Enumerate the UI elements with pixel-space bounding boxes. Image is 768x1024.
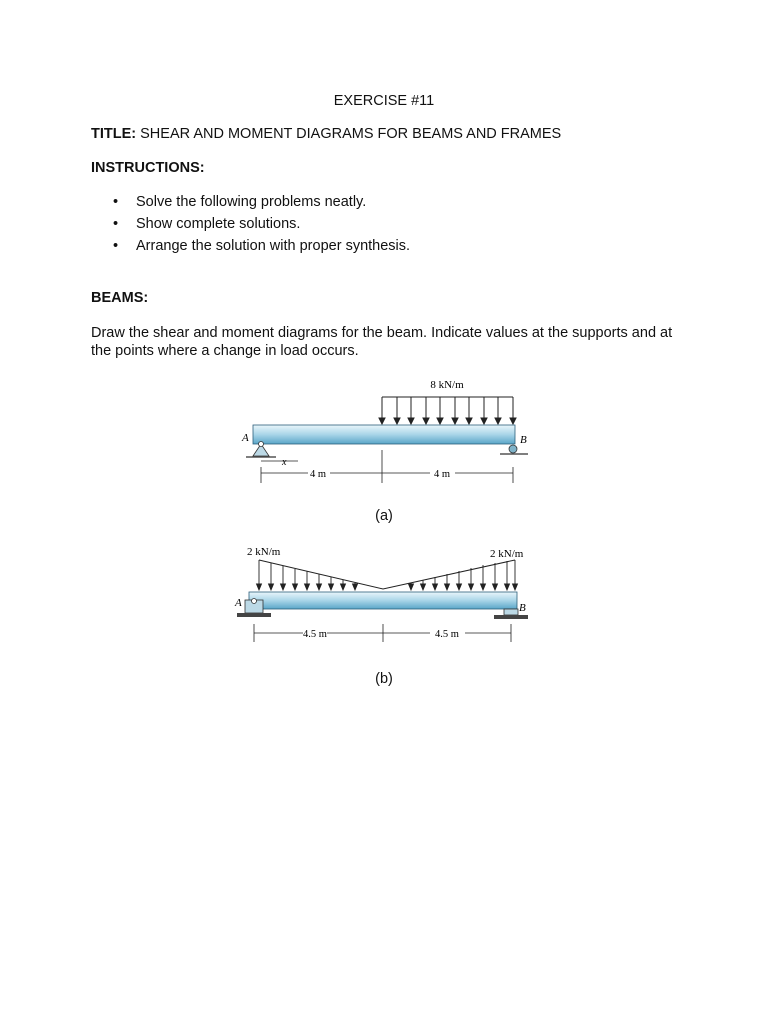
beam-b: [249, 592, 517, 609]
instructions-heading: INSTRUCTIONS:: [91, 160, 205, 176]
figure-b-caption: (b): [375, 671, 393, 687]
triangular-load-arrows: [257, 560, 518, 590]
instruction-item: • Show complete solutions.: [110, 216, 410, 238]
dimension-right-label-b: 4.5 m: [435, 629, 459, 640]
figure-a-beam-diagram: [230, 375, 540, 485]
support-b-label: B: [520, 434, 527, 446]
figure-a-caption: (a): [375, 508, 393, 524]
load-right-label: 2 kN/m: [490, 548, 524, 560]
dimension-left-label-b: 4.5 m: [303, 629, 327, 640]
x-label: x: [282, 457, 287, 468]
exercise-title: EXERCISE #11: [333, 93, 435, 109]
instruction-item: • Arrange the solution with proper synthesis.: [110, 238, 410, 260]
instruction-item: • Solve the following problems neatly.: [110, 194, 410, 216]
title-text: SHEAR AND MOMENT DIAGRAMS FOR BEAMS AND FRAMES: [136, 126, 562, 142]
load-arrows: [379, 397, 516, 424]
figure-b-beam-diagram: [225, 540, 545, 655]
roller-support-b: [500, 445, 528, 454]
beams-instruction-paragraph: Draw the shear and moment diagrams for the beam. Indicate values at the supports and at the points where a change in load occurs.: [91, 325, 673, 359]
dimension-right-label: 4 m: [433, 469, 451, 480]
document-title: [91, 126, 561, 142]
load-left-label: 2 kN/m: [247, 546, 281, 558]
beam-a: [253, 425, 515, 444]
support-a-label-b: A: [235, 597, 242, 609]
instructions-list: [110, 194, 410, 260]
beams-heading: BEAMS:: [91, 290, 149, 306]
support-a-label: A: [242, 432, 249, 444]
dimension-left-label: 4 m: [309, 469, 327, 480]
support-b-label-b: B: [519, 602, 526, 614]
title-label: TITLE:: [91, 126, 137, 142]
distributed-load-label: 8 kN/m: [430, 379, 464, 391]
